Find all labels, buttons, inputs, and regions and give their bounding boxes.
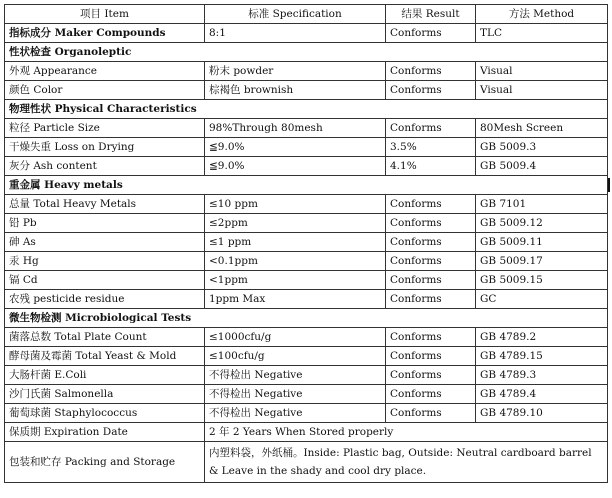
cell-method: GB 7101 (476, 195, 608, 214)
section-row (5, 176, 608, 195)
cell-result: Conforms (386, 347, 476, 366)
cell-method: GB 4789.2 (476, 328, 608, 347)
cell-result: Conforms (386, 119, 476, 138)
cell-item: 总量 Total Heavy Metals (5, 195, 205, 214)
cell-item: 大肠杆菌 E.Coli (5, 366, 205, 385)
table-row (5, 385, 608, 404)
table-row (5, 404, 608, 423)
cell-result: Conforms (386, 24, 476, 43)
table-row (5, 271, 608, 290)
cell-item: 镉 Cd (5, 271, 205, 290)
cell-item: 灰分 Ash content (5, 157, 205, 176)
cell-result: Conforms (386, 366, 476, 385)
cell-item: 沙门氏菌 Salmonella (5, 385, 205, 404)
cell-item: 汞 Hg (5, 252, 205, 271)
table-row (5, 119, 608, 138)
cell-specification: 粉末 powder (205, 62, 386, 81)
table-row (5, 233, 608, 252)
table-row (5, 442, 608, 483)
cell-result: Conforms (386, 271, 476, 290)
cell-result: Conforms (386, 62, 476, 81)
cell-item: 葡萄球菌 Staphylococcus (5, 404, 205, 423)
section-row (5, 43, 608, 62)
cell-result: Conforms (386, 233, 476, 252)
cell-method: GC (476, 290, 608, 309)
cell-specification: ≤1000cfu/g (205, 328, 386, 347)
table-row (5, 24, 608, 43)
cell-result: Conforms (386, 195, 476, 214)
cell-item: 酵母菌及霉菌 Total Yeast & Mold (5, 347, 205, 366)
cell-item: 颜色 Color (5, 81, 205, 100)
section-title: 重金属 Heavy metals (5, 176, 608, 195)
cell-result: 4.1% (386, 157, 476, 176)
cell-item: 粒径 Particle Size (5, 119, 205, 138)
cell-specification: ≤100cfu/g (205, 347, 386, 366)
cell-item: 农残 pesticide residue (5, 290, 205, 309)
cell-specification: ≤2ppm (205, 214, 386, 233)
cell-specification: <1ppm (205, 271, 386, 290)
cell-specification: 不得检出 Negative (205, 404, 386, 423)
table-row (5, 252, 608, 271)
cell-item: 包装和贮存 Packing and Storage (5, 442, 205, 483)
table-row (5, 366, 608, 385)
cell-item: 铅 Pb (5, 214, 205, 233)
cell-method: GB 5009.12 (476, 214, 608, 233)
section-title: 物理性状 Physical Characteristics (5, 100, 608, 119)
cell-method: 80Mesh Screen (476, 119, 608, 138)
cell-specification: 不得检出 Negative (205, 385, 386, 404)
cell-result: Conforms (386, 81, 476, 100)
section-title: 性状检查 Organoleptic (5, 43, 608, 62)
cell-result: Conforms (386, 385, 476, 404)
cell-method: Visual (476, 81, 608, 100)
cell-value: 2 年 2 Years When Stored properly (205, 423, 608, 442)
cell-result: Conforms (386, 328, 476, 347)
section-row (5, 100, 608, 119)
cell-item: 保质期 Expiration Date (5, 423, 205, 442)
header-method: 方法 Method (476, 5, 608, 24)
cell-result: 3.5% (386, 138, 476, 157)
cell-method: GB 4789.4 (476, 385, 608, 404)
cell-specification: 98%Through 80mesh (205, 119, 386, 138)
cell-method: GB 5009.17 (476, 252, 608, 271)
cell-specification: <0.1ppm (205, 252, 386, 271)
cell-method: GB 5009.3 (476, 138, 608, 157)
cell-item: 菌落总数 Total Plate Count (5, 328, 205, 347)
cell-item: 砷 As (5, 233, 205, 252)
cell-method: Visual (476, 62, 608, 81)
table-row (5, 328, 608, 347)
cell-item: 干燥失重 Loss on Drying (5, 138, 205, 157)
section-title: 微生物检测 Microbiological Tests (5, 309, 608, 328)
cell-method: GB 4789.3 (476, 366, 608, 385)
table-row (5, 214, 608, 233)
cell-method: GB 5009.4 (476, 157, 608, 176)
cell-item: 外观 Appearance (5, 62, 205, 81)
cell-method: GB 5009.15 (476, 271, 608, 290)
cell-specification: 不得检出 Negative (205, 366, 386, 385)
cell-specification: 8:1 (205, 24, 386, 43)
cell-specification: 1ppm Max (205, 290, 386, 309)
specification-table-body (5, 5, 608, 483)
cell-result: Conforms (386, 214, 476, 233)
table-row (5, 138, 608, 157)
cell-method: TLC (476, 24, 608, 43)
cell-method: GB 5009.11 (476, 233, 608, 252)
cell-result: Conforms (386, 252, 476, 271)
cell-method: GB 4789.10 (476, 404, 608, 423)
margin-mark (608, 178, 610, 192)
table-row (5, 347, 608, 366)
table-row (5, 423, 608, 442)
table-row (5, 195, 608, 214)
table-header-row (5, 5, 608, 24)
header-item: 项目 Item (5, 5, 205, 24)
header-specification: 标准 Specification (205, 5, 386, 24)
cell-specification: ≦9.0% (205, 138, 386, 157)
cell-specification: 棕褐色 brownish (205, 81, 386, 100)
cell-result: Conforms (386, 290, 476, 309)
table-row (5, 157, 608, 176)
header-result: 结果 Result (386, 5, 476, 24)
section-row (5, 309, 608, 328)
cell-value: 内塑料袋，外纸桶。Inside: Plastic bag, Outside: Neutral cardboard barrel & Leave in the shady and cool dry place. (205, 442, 608, 483)
cell-result: Conforms (386, 404, 476, 423)
cell-specification: ≤10 ppm (205, 195, 386, 214)
cell-specification: ≤1 ppm (205, 233, 386, 252)
cell-specification: ≦9.0% (205, 157, 386, 176)
specification-table (4, 4, 608, 483)
cell-method: GB 4789.15 (476, 347, 608, 366)
cell-item: 指标成分 Maker Compounds (5, 24, 205, 43)
table-row (5, 290, 608, 309)
table-row (5, 62, 608, 81)
table-row (5, 81, 608, 100)
